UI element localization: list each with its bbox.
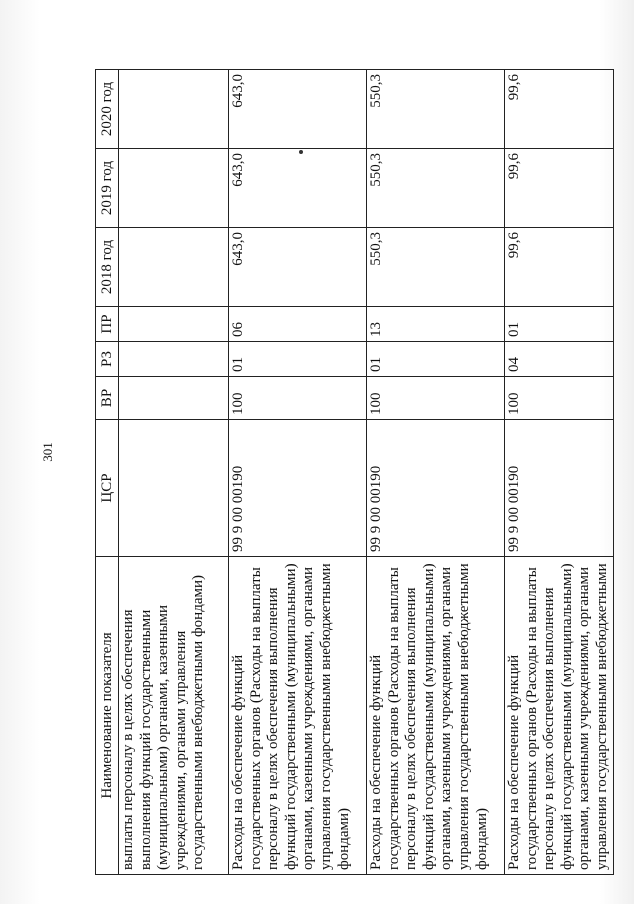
cell-rz: 01 — [367, 342, 505, 377]
cell-2018: 550,3 — [367, 228, 505, 307]
cell-2019: 99,6 — [505, 149, 614, 228]
cell-2019 — [119, 149, 229, 228]
cell-rz — [119, 342, 229, 377]
header-2018: 2018 год — [96, 228, 119, 307]
cell-csr: 99 9 00 00190 — [367, 420, 505, 557]
cell-2020: 99,6 — [505, 70, 614, 149]
cell-vr: 100 — [367, 377, 505, 420]
cell-name: выплаты персоналу в целях обеспечения выполнения функций государственными (муниципальными) органами, казенными учреждениями, органами управления государственными внебюджетными фондами) — [119, 557, 229, 875]
header-2020: 2020 год — [96, 70, 119, 149]
cell-name: Расходы на обеспечение функций государственных органов (Расходы на выплаты персоналу в целях обеспечения выполнения функций государственными (муниципальными) органами, казенными учреждениями, органами управления государственными внебюджетными — [505, 557, 614, 875]
cell-pr — [119, 307, 229, 342]
cell-2020: 643,0 — [229, 70, 367, 149]
table-row — [229, 70, 367, 875]
budget-table — [95, 69, 614, 875]
cell-2019: 550,3 — [367, 149, 505, 228]
cell-rz: 04 — [505, 342, 614, 377]
cell-vr — [119, 377, 229, 420]
cell-name: Расходы на обеспечение функций государственных органов (Расходы на выплаты персоналу в целях обеспечения выполнения функций государственными (муниципальными) органами, казенными учреждениями, органами управления государственными внебюджетными фондами) — [229, 557, 367, 875]
cell-2018 — [119, 228, 229, 307]
cell-2019: 643,0 — [229, 149, 367, 228]
table-row — [367, 70, 505, 875]
header-2019: 2019 год — [96, 149, 119, 228]
header-pr: ПР — [96, 307, 119, 342]
table-row — [119, 70, 229, 875]
header-rz: РЗ — [96, 342, 119, 377]
cell-pr: 06 — [229, 307, 367, 342]
cell-csr: 99 9 00 00190 — [505, 420, 614, 557]
cell-2018: 643,0 — [229, 228, 367, 307]
cell-2018: 99,6 — [505, 228, 614, 307]
cell-name: Расходы на обеспечение функций государственных органов (Расходы на выплаты персоналу в целях обеспечения выполнения функций государственными (муниципальными) органами, казенными учреждениями, органами управления государственными внебюджетными фондами) — [367, 557, 505, 875]
header-vr: ВР — [96, 377, 119, 420]
cell-2020 — [119, 70, 229, 149]
cell-rz: 01 — [229, 342, 367, 377]
page-number: 301 — [40, 442, 55, 462]
cell-csr: 99 9 00 00190 — [229, 420, 367, 557]
cell-vr: 100 — [229, 377, 367, 420]
cell-pr: 01 — [505, 307, 614, 342]
budget-table-rotated — [95, 70, 620, 875]
cell-2020: 550,3 — [367, 70, 505, 149]
table-row — [505, 70, 614, 875]
cell-vr: 100 — [505, 377, 614, 420]
cell-pr: 13 — [367, 307, 505, 342]
header-csr: ЦСР — [96, 420, 119, 557]
header-name: Наименование показателя — [96, 557, 119, 875]
cell-csr — [119, 420, 229, 557]
table-header-row — [96, 70, 119, 875]
